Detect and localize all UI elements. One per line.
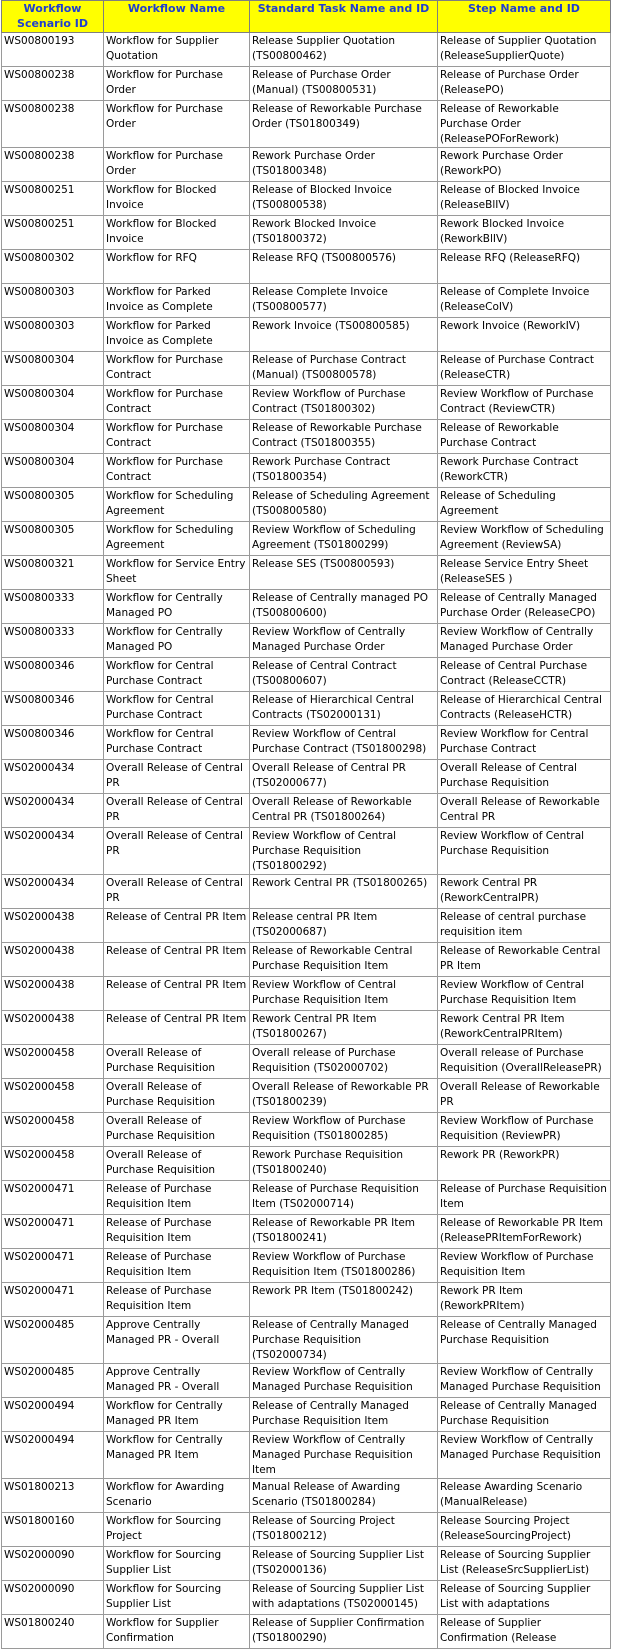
scenario-id-cell: WS02000485 <box>2 1317 104 1364</box>
scenario-id-cell: WS00800304 <box>2 352 104 386</box>
scenario-id-cell: WS00800346 <box>2 692 104 726</box>
table-row <box>2 1215 611 1249</box>
scenario-id-cell: WS00800193 <box>2 33 104 67</box>
step-name-cell: Release of central purchase requisition item <box>438 909 611 943</box>
scenario-id-cell: WS02000471 <box>2 1249 104 1283</box>
step-name-cell: Review Workflow for Central Purchase Contract <box>438 726 611 760</box>
standard-task-cell: Rework Purchase Requisition (TS01800240) <box>250 1147 438 1181</box>
workflow-name-cell: Overall Release of Purchase Requisition <box>104 1113 250 1147</box>
step-name-cell: Release of Centrally Managed Purchase Requisition <box>438 1398 611 1432</box>
scenario-id-cell: WS02000438 <box>2 977 104 1011</box>
standard-task-cell: Release of Reworkable Central Purchase Requisition Item <box>250 943 438 977</box>
workflow-name-cell: Release of Purchase Requisition Item <box>104 1249 250 1283</box>
standard-task-cell: Release RFQ (TS00800576) <box>250 250 438 284</box>
standard-task-cell: Rework Invoice (TS00800585) <box>250 318 438 352</box>
standard-task-cell: Release of Sourcing Supplier List with adaptations (TS02000145) <box>250 1581 438 1615</box>
standard-task-cell: Rework Purchase Order (TS01800348) <box>250 148 438 182</box>
workflow-name-cell: Workflow for Purchase Contract <box>104 386 250 420</box>
scenario-id-cell: WS02000438 <box>2 1011 104 1045</box>
standard-task-cell: Release of Reworkable PR Item (TS01800241) <box>250 1215 438 1249</box>
workflow-name-cell: Overall Release of Central PR <box>104 760 250 794</box>
workflow-name-cell: Workflow for RFQ <box>104 250 250 284</box>
standard-task-cell: Rework Central PR (TS01800265) <box>250 875 438 909</box>
workflow-name-cell: Overall Release of Central PR <box>104 875 250 909</box>
step-name-cell: Review Workflow of Centrally Managed Purchase Requisition <box>438 1432 611 1479</box>
scenario-id-cell: WS00800333 <box>2 624 104 658</box>
table-row <box>2 760 611 794</box>
workflow-name-cell: Workflow for Purchase Order <box>104 148 250 182</box>
scenario-id-cell: WS00800238 <box>2 101 104 148</box>
table-body <box>2 33 611 1649</box>
workflow-name-cell: Workflow for Central Purchase Contract <box>104 658 250 692</box>
step-name-cell: Release of Supplier Quotation (ReleaseSupplierQuote) <box>438 33 611 67</box>
scenario-id-cell: WS01800213 <box>2 1479 104 1513</box>
workflow-table <box>1 0 611 1649</box>
workflow-name-cell: Release of Central PR Item <box>104 977 250 1011</box>
scenario-id-cell: WS02000090 <box>2 1581 104 1615</box>
standard-task-cell: Release central PR Item (TS02000687) <box>250 909 438 943</box>
workflow-name-cell: Workflow for Sourcing Project <box>104 1513 250 1547</box>
scenario-id-cell: WS00800304 <box>2 454 104 488</box>
scenario-id-cell: WS00800238 <box>2 67 104 101</box>
step-name-cell: Review Workflow of Central Purchase Requisition Item <box>438 977 611 1011</box>
step-name-cell: Rework Purchase Contract (ReworkCTR) <box>438 454 611 488</box>
table-row <box>2 1479 611 1513</box>
standard-task-cell: Release of Purchase Requisition Item (TS02000714) <box>250 1181 438 1215</box>
step-name-cell: Rework Blocked Invoice (ReworkBlIV) <box>438 216 611 250</box>
step-name-cell: Release of Supplier Confirmation (Release <box>438 1615 611 1649</box>
step-name-cell: Release of Sourcing Supplier List (ReleaseSrcSupplierList) <box>438 1547 611 1581</box>
standard-task-cell: Rework PR Item (TS01800242) <box>250 1283 438 1317</box>
step-name-cell: Release of Purchase Contract (ReleaseCTR) <box>438 352 611 386</box>
workflow-name-cell: Approve Centrally Managed PR - Overall <box>104 1364 250 1398</box>
header-row <box>2 1 611 33</box>
standard-task-cell: Release of Sourcing Project (TS01800212) <box>250 1513 438 1547</box>
table-row <box>2 454 611 488</box>
header-standard-task: Standard Task Name and ID <box>250 1 438 33</box>
table-row <box>2 250 611 284</box>
scenario-id-cell: WS00800302 <box>2 250 104 284</box>
step-name-cell: Review Workflow of Purchase Contract (ReviewCTR) <box>438 386 611 420</box>
standard-task-cell: Review Workflow of Purchase Requisition (TS01800285) <box>250 1113 438 1147</box>
workflow-name-cell: Workflow for Purchase Contract <box>104 420 250 454</box>
workflow-name-cell: Overall Release of Purchase Requisition <box>104 1045 250 1079</box>
table-row <box>2 386 611 420</box>
step-name-cell: Release of Purchase Requisition Item <box>438 1181 611 1215</box>
standard-task-cell: Overall Release of Reworkable Central PR (TS01800264) <box>250 794 438 828</box>
standard-task-cell: Release Complete Invoice (TS00800577) <box>250 284 438 318</box>
scenario-id-cell: WS02000494 <box>2 1398 104 1432</box>
scenario-id-cell: WS00800238 <box>2 148 104 182</box>
table-row <box>2 1147 611 1181</box>
step-name-cell: Release RFQ (ReleaseRFQ) <box>438 250 611 284</box>
step-name-cell: Review Workflow of Purchase Requisition (ReviewPR) <box>438 1113 611 1147</box>
standard-task-cell: Overall Release of Central PR (TS02000677) <box>250 760 438 794</box>
standard-task-cell: Release of Centrally Managed Purchase Requisition (TS02000734) <box>250 1317 438 1364</box>
step-name-cell: Release of Reworkable Central PR Item <box>438 943 611 977</box>
step-name-cell: Release of Blocked Invoice (ReleaseBlIV) <box>438 182 611 216</box>
table-row <box>2 182 611 216</box>
scenario-id-cell: WS02000434 <box>2 875 104 909</box>
table-row <box>2 943 611 977</box>
step-name-cell: Release of Reworkable PR Item (ReleasePRItemForRework) <box>438 1215 611 1249</box>
header-workflow-scenario-id: Workflow Scenario ID <box>2 1 104 33</box>
scenario-id-cell: WS02000434 <box>2 760 104 794</box>
table-row <box>2 1283 611 1317</box>
table-row <box>2 590 611 624</box>
scenario-id-cell: WS00800346 <box>2 658 104 692</box>
step-name-cell: Release of Centrally Managed Purchase Requisition <box>438 1317 611 1364</box>
workflow-name-cell: Workflow for Supplier Quotation <box>104 33 250 67</box>
step-name-cell: Release of Centrally Managed Purchase Order (ReleaseCPO) <box>438 590 611 624</box>
header-step-name: Step Name and ID <box>438 1 611 33</box>
step-name-cell: Rework Central PR Item (ReworkCentralPRItem) <box>438 1011 611 1045</box>
scenario-id-cell: WS02000485 <box>2 1364 104 1398</box>
table-row <box>2 726 611 760</box>
workflow-name-cell: Workflow for Scheduling Agreement <box>104 488 250 522</box>
standard-task-cell: Review Workflow of Centrally Managed Purchase Requisition <box>250 1364 438 1398</box>
table-row <box>2 420 611 454</box>
step-name-cell: Review Workflow of Scheduling Agreement (ReviewSA) <box>438 522 611 556</box>
workflow-name-cell: Release of Central PR Item <box>104 943 250 977</box>
step-name-cell: Release of Reworkable Purchase Contract <box>438 420 611 454</box>
step-name-cell: Release of Hierarchical Central Contracts (ReleaseHCTR) <box>438 692 611 726</box>
workflow-name-cell: Overall Release of Purchase Requisition <box>104 1079 250 1113</box>
table-row <box>2 624 611 658</box>
standard-task-cell: Release of Central Contract (TS00800607) <box>250 658 438 692</box>
table-row <box>2 148 611 182</box>
scenario-id-cell: WS00800303 <box>2 318 104 352</box>
step-name-cell: Release of Sourcing Supplier List with adaptations <box>438 1581 611 1615</box>
standard-task-cell: Release of Purchase Order (Manual) (TS00800531) <box>250 67 438 101</box>
workflow-name-cell: Workflow for Centrally Managed PR Item <box>104 1398 250 1432</box>
table-row <box>2 1113 611 1147</box>
step-name-cell: Overall Release of Central Purchase Requisition <box>438 760 611 794</box>
step-name-cell: Rework Invoice (ReworkIV) <box>438 318 611 352</box>
scenario-id-cell: WS02000458 <box>2 1147 104 1181</box>
scenario-id-cell: WS00800303 <box>2 284 104 318</box>
standard-task-cell: Release of Hierarchical Central Contracts (TS02000131) <box>250 692 438 726</box>
table-row <box>2 101 611 148</box>
table-row <box>2 977 611 1011</box>
workflow-name-cell: Workflow for Centrally Managed PO <box>104 624 250 658</box>
workflow-name-cell: Release of Purchase Requisition Item <box>104 1181 250 1215</box>
standard-task-cell: Release of Blocked Invoice (TS00800538) <box>250 182 438 216</box>
scenario-id-cell: WS02000458 <box>2 1113 104 1147</box>
scenario-id-cell: WS02000434 <box>2 794 104 828</box>
standard-task-cell: Manual Release of Awarding Scenario (TS01800284) <box>250 1479 438 1513</box>
workflow-name-cell: Workflow for Sourcing Supplier List <box>104 1581 250 1615</box>
scenario-id-cell: WS02000438 <box>2 909 104 943</box>
standard-task-cell: Review Workflow of Scheduling Agreement (TS01800299) <box>250 522 438 556</box>
header-workflow-name: Workflow Name <box>104 1 250 33</box>
table-row <box>2 1513 611 1547</box>
workflow-name-cell: Workflow for Centrally Managed PO <box>104 590 250 624</box>
step-name-cell: Review Workflow of Central Purchase Requisition <box>438 828 611 875</box>
workflow-name-cell: Overall Release of Central PR <box>104 794 250 828</box>
step-name-cell: Review Workflow of Centrally Managed Purchase Order <box>438 624 611 658</box>
workflow-name-cell: Workflow for Blocked Invoice <box>104 216 250 250</box>
workflow-name-cell: Release of Central PR Item <box>104 1011 250 1045</box>
table-row <box>2 1079 611 1113</box>
table-row <box>2 1249 611 1283</box>
table-row <box>2 692 611 726</box>
scenario-id-cell: WS02000434 <box>2 828 104 875</box>
standard-task-cell: Rework Blocked Invoice (TS01800372) <box>250 216 438 250</box>
scenario-id-cell: WS01800160 <box>2 1513 104 1547</box>
scenario-id-cell: WS01800240 <box>2 1615 104 1649</box>
scenario-id-cell: WS00800251 <box>2 182 104 216</box>
scenario-id-cell: WS02000471 <box>2 1181 104 1215</box>
scenario-id-cell: WS02000494 <box>2 1432 104 1479</box>
table-row <box>2 488 611 522</box>
scenario-id-cell: WS02000471 <box>2 1283 104 1317</box>
table-row <box>2 1364 611 1398</box>
standard-task-cell: Review Workflow of Centrally Managed Purchase Requisition Item <box>250 1432 438 1479</box>
workflow-name-cell: Workflow for Purchase Order <box>104 101 250 148</box>
workflow-name-cell: Workflow for Service Entry Sheet <box>104 556 250 590</box>
workflow-name-cell: Overall Release of Purchase Requisition <box>104 1147 250 1181</box>
step-name-cell: Release Awarding Scenario (ManualRelease) <box>438 1479 611 1513</box>
workflow-name-cell: Workflow for Scheduling Agreement <box>104 522 250 556</box>
workflow-name-cell: Approve Centrally Managed PR - Overall <box>104 1317 250 1364</box>
table-row <box>2 875 611 909</box>
standard-task-cell: Overall Release of Reworkable PR (TS01800239) <box>250 1079 438 1113</box>
workflow-name-cell: Workflow for Central Purchase Contract <box>104 692 250 726</box>
standard-task-cell: Review Workflow of Purchase Requisition Item (TS01800286) <box>250 1249 438 1283</box>
workflow-name-cell: Workflow for Centrally Managed PR Item <box>104 1432 250 1479</box>
workflow-name-cell: Workflow for Parked Invoice as Complete <box>104 318 250 352</box>
workflow-name-cell: Workflow for Supplier Confirmation <box>104 1615 250 1649</box>
standard-task-cell: Release of Reworkable Purchase Contract (TS01800355) <box>250 420 438 454</box>
standard-task-cell: Release of Supplier Confirmation (TS01800290) <box>250 1615 438 1649</box>
workflow-name-cell: Overall Release of Central PR <box>104 828 250 875</box>
step-name-cell: Rework Purchase Order (ReworkPO) <box>438 148 611 182</box>
workflow-name-cell: Workflow for Central Purchase Contract <box>104 726 250 760</box>
scenario-id-cell: WS00800304 <box>2 420 104 454</box>
step-name-cell: Release Service Entry Sheet (ReleaseSES ) <box>438 556 611 590</box>
step-name-cell: Release of Central Purchase Contract (ReleaseCCTR) <box>438 658 611 692</box>
workflow-name-cell: Workflow for Blocked Invoice <box>104 182 250 216</box>
standard-task-cell: Overall release of Purchase Requisition (TS02000702) <box>250 1045 438 1079</box>
table-row <box>2 1432 611 1479</box>
table-row <box>2 352 611 386</box>
step-name-cell: Review Workflow of Purchase Requisition Item <box>438 1249 611 1283</box>
table-row <box>2 318 611 352</box>
table-row <box>2 556 611 590</box>
step-name-cell: Overall Release of Reworkable PR <box>438 1079 611 1113</box>
standard-task-cell: Review Workflow of Central Purchase Contract (TS01800298) <box>250 726 438 760</box>
standard-task-cell: Release of Centrally managed PO (TS00800600) <box>250 590 438 624</box>
scenario-id-cell: WS00800251 <box>2 216 104 250</box>
standard-task-cell: Review Workflow of Central Purchase Requisition Item <box>250 977 438 1011</box>
scenario-id-cell: WS02000471 <box>2 1215 104 1249</box>
table-row <box>2 1398 611 1432</box>
table-row <box>2 216 611 250</box>
scenario-id-cell: WS02000458 <box>2 1045 104 1079</box>
table-row <box>2 794 611 828</box>
table-row <box>2 1615 611 1649</box>
standard-task-cell: Release SES (TS00800593) <box>250 556 438 590</box>
step-name-cell: Rework Central PR (ReworkCentralPR) <box>438 875 611 909</box>
step-name-cell: Release of Scheduling Agreement <box>438 488 611 522</box>
step-name-cell: Release of Purchase Order (ReleasePO) <box>438 67 611 101</box>
standard-task-cell: Release of Sourcing Supplier List (TS02000136) <box>250 1547 438 1581</box>
standard-task-cell: Release of Purchase Contract (Manual) (TS00800578) <box>250 352 438 386</box>
standard-task-cell: Review Workflow of Purchase Contract (TS01800302) <box>250 386 438 420</box>
standard-task-cell: Review Workflow of Centrally Managed Purchase Order <box>250 624 438 658</box>
workflow-name-cell: Workflow for Parked Invoice as Complete <box>104 284 250 318</box>
table-row <box>2 828 611 875</box>
standard-task-cell: Rework Central PR Item (TS01800267) <box>250 1011 438 1045</box>
scenario-id-cell: WS02000090 <box>2 1547 104 1581</box>
step-name-cell: Rework PR Item (ReworkPRItem) <box>438 1283 611 1317</box>
table-row <box>2 658 611 692</box>
scenario-id-cell: WS00800305 <box>2 488 104 522</box>
table-row <box>2 33 611 67</box>
workflow-name-cell: Workflow for Purchase Order <box>104 67 250 101</box>
standard-task-cell: Release of Centrally Managed Purchase Requisition Item <box>250 1398 438 1432</box>
standard-task-cell: Rework Purchase Contract (TS01800354) <box>250 454 438 488</box>
workflow-name-cell: Release of Purchase Requisition Item <box>104 1215 250 1249</box>
table-row <box>2 1181 611 1215</box>
step-name-cell: Release of Complete Invoice (ReleaseCoIV) <box>438 284 611 318</box>
scenario-id-cell: WS00800321 <box>2 556 104 590</box>
table-row <box>2 1317 611 1364</box>
scenario-id-cell: WS02000458 <box>2 1079 104 1113</box>
scenario-id-cell: WS02000438 <box>2 943 104 977</box>
scenario-id-cell: WS00800304 <box>2 386 104 420</box>
step-name-cell: Review Workflow of Centrally Managed Purchase Requisition <box>438 1364 611 1398</box>
table-row <box>2 67 611 101</box>
table-row <box>2 1547 611 1581</box>
step-name-cell: Release Sourcing Project (ReleaseSourcingProject) <box>438 1513 611 1547</box>
scenario-id-cell: WS00800305 <box>2 522 104 556</box>
workflow-name-cell: Release of Purchase Requisition Item <box>104 1283 250 1317</box>
workflow-name-cell: Workflow for Sourcing Supplier List <box>104 1547 250 1581</box>
table-row <box>2 1011 611 1045</box>
table-row <box>2 909 611 943</box>
table-row <box>2 1581 611 1615</box>
step-name-cell: Release of Reworkable Purchase Order (ReleasePOForRework) <box>438 101 611 148</box>
table-row <box>2 284 611 318</box>
workflow-name-cell: Workflow for Purchase Contract <box>104 352 250 386</box>
step-name-cell: Overall Release of Reworkable Central PR <box>438 794 611 828</box>
workflow-name-cell: Workflow for Awarding Scenario <box>104 1479 250 1513</box>
standard-task-cell: Release of Scheduling Agreement (TS00800580) <box>250 488 438 522</box>
step-name-cell: Overall release of Purchase Requisition (OverallReleasePR) <box>438 1045 611 1079</box>
standard-task-cell: Release Supplier Quotation (TS00800462) <box>250 33 438 67</box>
standard-task-cell: Release of Reworkable Purchase Order (TS01800349) <box>250 101 438 148</box>
table-row <box>2 1045 611 1079</box>
scenario-id-cell: WS00800333 <box>2 590 104 624</box>
workflow-name-cell: Release of Central PR Item <box>104 909 250 943</box>
scenario-id-cell: WS00800346 <box>2 726 104 760</box>
workflow-name-cell: Workflow for Purchase Contract <box>104 454 250 488</box>
standard-task-cell: Review Workflow of Central Purchase Requisition (TS01800292) <box>250 828 438 875</box>
step-name-cell: Rework PR (ReworkPR) <box>438 1147 611 1181</box>
table-row <box>2 522 611 556</box>
